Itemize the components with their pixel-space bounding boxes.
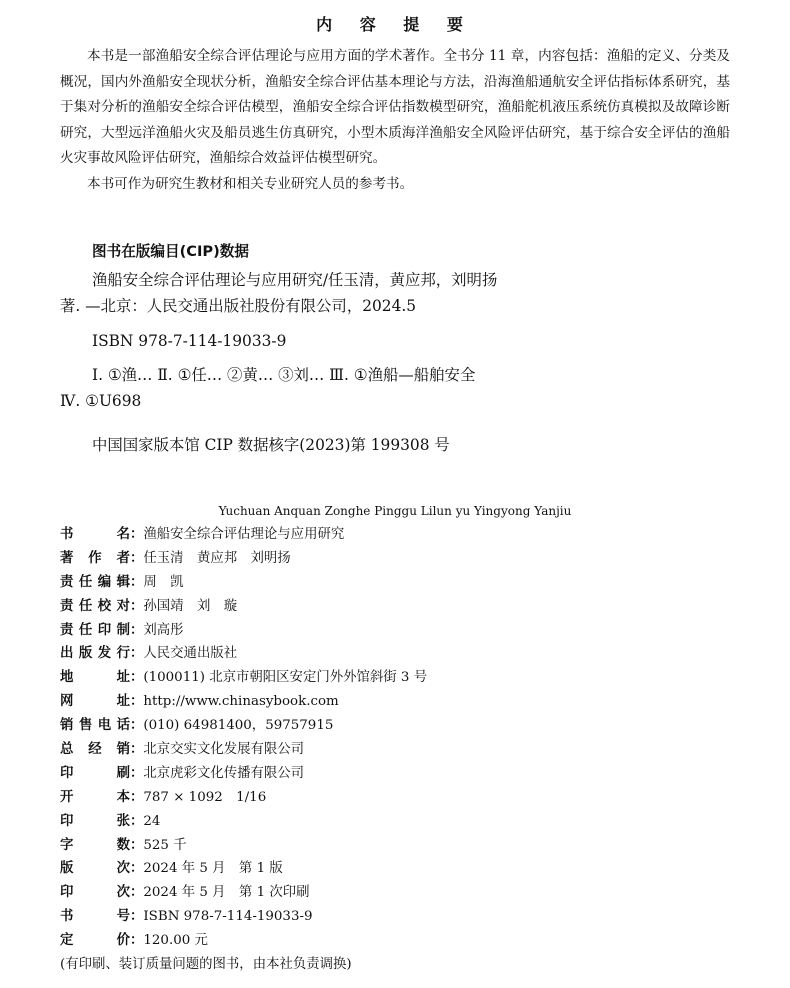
info-label: 销售电话 — [60, 718, 130, 734]
quality-note: (有印刷、装订质量问题的图书，由本社负责调换) — [60, 957, 352, 973]
info-label: 责任印制 — [60, 622, 130, 638]
info-label: 出版发行 — [60, 646, 130, 662]
info-label: 网址 — [60, 694, 130, 710]
info-row: 开本：787 × 1092 1/16 — [60, 786, 427, 810]
cip-line: 中国国家版本馆 CIP 数据核字(2023)第 199308 号 — [92, 435, 450, 454]
info-value: 刘高彤 — [143, 622, 184, 638]
info-row: 著作者：任玉清 黄应邦 刘明扬 — [60, 547, 427, 571]
info-row: 销售电话：(010) 64981400，59757915 — [60, 714, 427, 738]
info-label: 责任编辑 — [60, 574, 130, 590]
info-value: 24 — [143, 813, 161, 829]
info-label: 印次 — [60, 885, 130, 901]
info-label: 版次 — [60, 861, 130, 877]
info-value: 人民交通出版社 — [143, 646, 238, 662]
info-row: 出版发行：人民交通出版社 — [60, 642, 427, 666]
info-row: 总经销：北京交实文化发展有限公司 — [60, 738, 427, 762]
info-value: 孙国靖 刘 璇 — [143, 598, 238, 614]
info-label: 书名 — [60, 527, 130, 542]
info-row: 责任校对：孙国靖 刘 璇 — [60, 595, 427, 619]
info-value: 787 × 1092 1/16 — [143, 789, 267, 805]
info-value: 北京交实文化发展有限公司 — [143, 742, 305, 758]
info-value: ISBN 978-7-114-19033-9 — [143, 909, 313, 925]
pinyin-title: Yuchuan Anquan Zonghe Pinggu Lilun yu Yingyong Yanjiu — [218, 504, 572, 518]
info-row: 书号：ISBN 978-7-114-19033-9 — [60, 905, 427, 929]
info-label: 印张 — [60, 813, 130, 829]
website-value: http://www.chinasybook.com — [143, 694, 339, 710]
info-value: 北京虎彩文化传播有限公司 — [143, 765, 305, 781]
info-row: 版次：2024 年 5 月 第 1 版 — [60, 857, 427, 881]
summary-paragraph: 本书是一部渔船安全综合评估理论与应用方面的学术著作。全书分 11 章，内容包括：渔船的定义、分类及概况，国内外渔船安全现状分析，渔船安全综合评估基本理论与方法，沿海渔船通航安全评估指标体系研究，基于集对分析的渔船安全综合评估模型，渔船安全综合评估指数模型研究，渔船舵机液压系统仿真模拟及故障诊断研究，大型远洋渔船火灾及船员逃生仿真研究，小型木质海洋渔船安全风险评估研究，基于综合安全评估的渔船火灾事故风险评估研究，渔船综合效益评估模型研究。 — [60, 48, 730, 167]
cip-line: ISBN 978-7-114-19033-9 — [92, 331, 287, 350]
info-row: 书名：渔船安全综合评估理论与应用研究 — [60, 523, 427, 547]
info-label: 责任校对 — [60, 598, 130, 614]
info-value: 2024 年 5 月 第 1 版 — [143, 861, 283, 877]
info-label: 印刷 — [60, 765, 130, 781]
info-row: 责任印制：刘高彤 — [60, 619, 427, 643]
info-label: 著作者 — [60, 550, 130, 566]
info-value: (010) 64981400，59757915 — [143, 718, 334, 734]
info-row: 网址：http://www.chinasybook.com — [60, 690, 427, 714]
cip-block — [60, 268, 500, 459]
info-row: 定价：120.00 元 — [60, 929, 427, 953]
content-summary — [60, 44, 730, 198]
copyright-table — [60, 523, 427, 977]
info-value: 525 千 — [143, 837, 187, 853]
cip-line: 渔船安全综合评估理论与应用研究/任玉清，黄应邦，刘明扬著. —北京：人民交通出版社股份有限公司，2024.5 — [60, 271, 498, 315]
info-row: 字数：525 千 — [60, 834, 427, 858]
summary-paragraph: 本书可作为研究生教材和相关专业研究人员的参考书。 — [87, 175, 414, 192]
info-row: 责任编辑：周 凯 — [60, 571, 427, 595]
info-value: 周 凯 — [143, 574, 184, 590]
info-label: 开本 — [60, 789, 130, 805]
info-label: 字数 — [60, 837, 130, 853]
info-row: 印次：2024 年 5 月 第 1 次印刷 — [60, 881, 427, 905]
info-value: 任玉清 黄应邦 刘明扬 — [143, 550, 291, 566]
info-label: 书号 — [60, 909, 130, 925]
info-label: 定价 — [60, 933, 130, 949]
info-row: 印张：24 — [60, 810, 427, 834]
info-value: (100011) 北京市朝阳区安定门外外馆斜街 3 号 — [143, 670, 428, 686]
info-label: 地址 — [60, 670, 130, 686]
cip-line: Ⅰ. ①渔… Ⅱ. ①任… ②黄… ③刘… Ⅲ. ①渔船—船舶安全 Ⅳ. ①U698 — [60, 366, 476, 411]
cip-heading: 图书在版编目(CIP)数据 — [92, 243, 249, 260]
info-row: 地址：(100011) 北京市朝阳区安定门外外馆斜街 3 号 — [60, 666, 427, 690]
info-value: 120.00 元 — [143, 933, 208, 949]
page-title: 内 容 提 要 — [316, 15, 474, 34]
info-row: 印刷：北京虎彩文化传播有限公司 — [60, 762, 427, 786]
info-label: 总经销 — [60, 742, 130, 758]
info-value: 2024 年 5 月 第 1 次印刷 — [143, 885, 310, 901]
info-value: 渔船安全综合评估理论与应用研究 — [143, 527, 345, 542]
